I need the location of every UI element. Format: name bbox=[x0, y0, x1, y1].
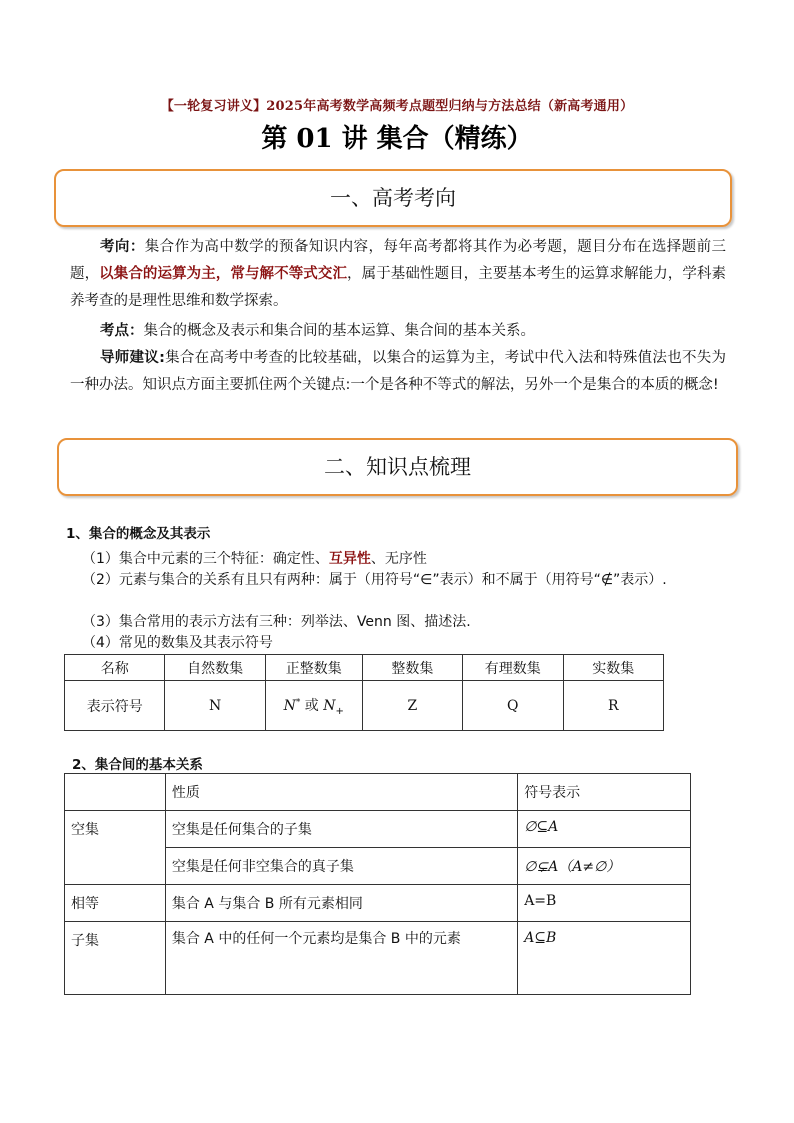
table-cell: Z bbox=[362, 681, 462, 731]
table-row bbox=[65, 922, 691, 995]
exam-direction-paragraph bbox=[70, 234, 726, 315]
table-row bbox=[65, 885, 691, 922]
table-cell-symbol: ∅⊊A（A≠∅） bbox=[518, 848, 691, 885]
item2-text: （2）元素与集合的关系有且只有两种：属于（用符号“∈”表示）和不属于（用符号“∉”表示）. bbox=[82, 572, 667, 588]
table-cell-name: 空集 bbox=[65, 811, 166, 885]
table-cell: N bbox=[165, 681, 265, 731]
document-subtitle: 【一轮复习讲义】2025年高考数学高频考点题型归纳与方法总结（新高考通用） bbox=[160, 99, 634, 114]
set-relations-table bbox=[64, 773, 691, 995]
kaodian-text: 集合的概念及表示和集合间的基本运算、集合间的基本关系。 bbox=[143, 323, 535, 339]
table-header-cell: 实数集 bbox=[563, 655, 664, 681]
number-sets-table bbox=[64, 654, 664, 731]
kaoxiang-emphasis: 以集合的运算为主，常与解不等式交汇 bbox=[99, 266, 348, 282]
item1-text-a: （1）集合中元素的三个特征：确定性、 bbox=[82, 551, 329, 567]
nstar-sup: * bbox=[295, 696, 301, 707]
table-header-row bbox=[65, 655, 664, 681]
section-heading-knowledge: 二、知识点梳理 bbox=[57, 438, 738, 496]
table-row-label: 表示符号 bbox=[65, 681, 165, 731]
table-header-cell: 自然数集 bbox=[165, 655, 265, 681]
table-header-row bbox=[65, 774, 691, 811]
table-cell-name: 子集 bbox=[65, 922, 166, 995]
table-header-cell: 性质 bbox=[165, 774, 517, 811]
table-row bbox=[65, 681, 664, 731]
table-cell: Q bbox=[463, 681, 563, 731]
nstar-symbol: N bbox=[283, 697, 296, 714]
kaodian-label: 考点： bbox=[100, 323, 144, 339]
list-item-4: （4）常见的数集及其表示符号 bbox=[82, 635, 273, 651]
table-header-cell: 有理数集 bbox=[463, 655, 563, 681]
table-cell-symbol: A=B bbox=[518, 885, 691, 922]
list-item-1 bbox=[82, 549, 732, 569]
advice-label: 导师建议: bbox=[100, 350, 165, 366]
table-header-cell bbox=[65, 774, 166, 811]
list-item-2 bbox=[82, 570, 724, 590]
exam-point-paragraph bbox=[70, 318, 726, 345]
subsection-title-2: 2、集合间的基本关系 bbox=[72, 757, 203, 773]
advice-text: 集合在高考中考查的比较基础，以集合的运算为主，考试中代入法和特殊值法也不失为一种办法。知识点方面主要抓住两个关键点:一个是各种不等式的解法，另外一个是集合的本质的概念! bbox=[70, 350, 726, 393]
table-header-cell: 符号表示 bbox=[518, 774, 691, 811]
table-cell-symbol: ∅⊆A bbox=[518, 811, 691, 848]
kaoxiang-text-a: 集合作为高中数学的预备知识内容，每年高考都将其作为必考题，题目分布在选择题前三题， bbox=[70, 239, 727, 282]
item1-text-b: 、无序性 bbox=[370, 551, 427, 567]
kaoxiang-label: 考向： bbox=[100, 239, 145, 255]
table-cell: R bbox=[563, 681, 664, 731]
nplus-sub: + bbox=[335, 705, 344, 717]
list-item-3: （3）集合常用的表示方法有三种：列举法、Venn 图、描述法. bbox=[82, 614, 471, 630]
item1-emphasis: 互异性 bbox=[328, 551, 371, 567]
table-header-cell: 整数集 bbox=[362, 655, 462, 681]
table-cell-symbol: A⊆B bbox=[518, 922, 691, 995]
kaoxiang-text-b: ，属于基础性题目，主要基本考生的运算求解能力，学科素养考查的是理性思维和数学探索。 bbox=[70, 266, 727, 309]
page-title: 第 01 讲 集合（精练） bbox=[261, 124, 533, 154]
table-cell-property: 集合 A 与集合 B 所有元素相同 bbox=[165, 885, 517, 922]
table-header-cell: 正整数集 bbox=[265, 655, 362, 681]
table-cell-property: 集合 A 中的任何一个元素均是集合 B 中的元素 bbox=[165, 922, 517, 995]
table-cell-property: 空集是任何非空集合的真子集 bbox=[165, 848, 517, 885]
subsection-title-1: 1、集合的概念及其表示 bbox=[66, 526, 211, 542]
nplus-symbol: N bbox=[323, 697, 336, 714]
or-text: 或 bbox=[304, 697, 319, 714]
section-heading-exam-direction: 一、高考考向 bbox=[54, 169, 732, 227]
table-row bbox=[65, 811, 691, 848]
table-cell bbox=[265, 681, 362, 731]
table-cell-property: 空集是任何集合的子集 bbox=[165, 811, 517, 848]
table-header-cell: 名称 bbox=[65, 655, 165, 681]
table-cell-name: 相等 bbox=[65, 885, 166, 922]
advice-paragraph bbox=[70, 345, 726, 399]
